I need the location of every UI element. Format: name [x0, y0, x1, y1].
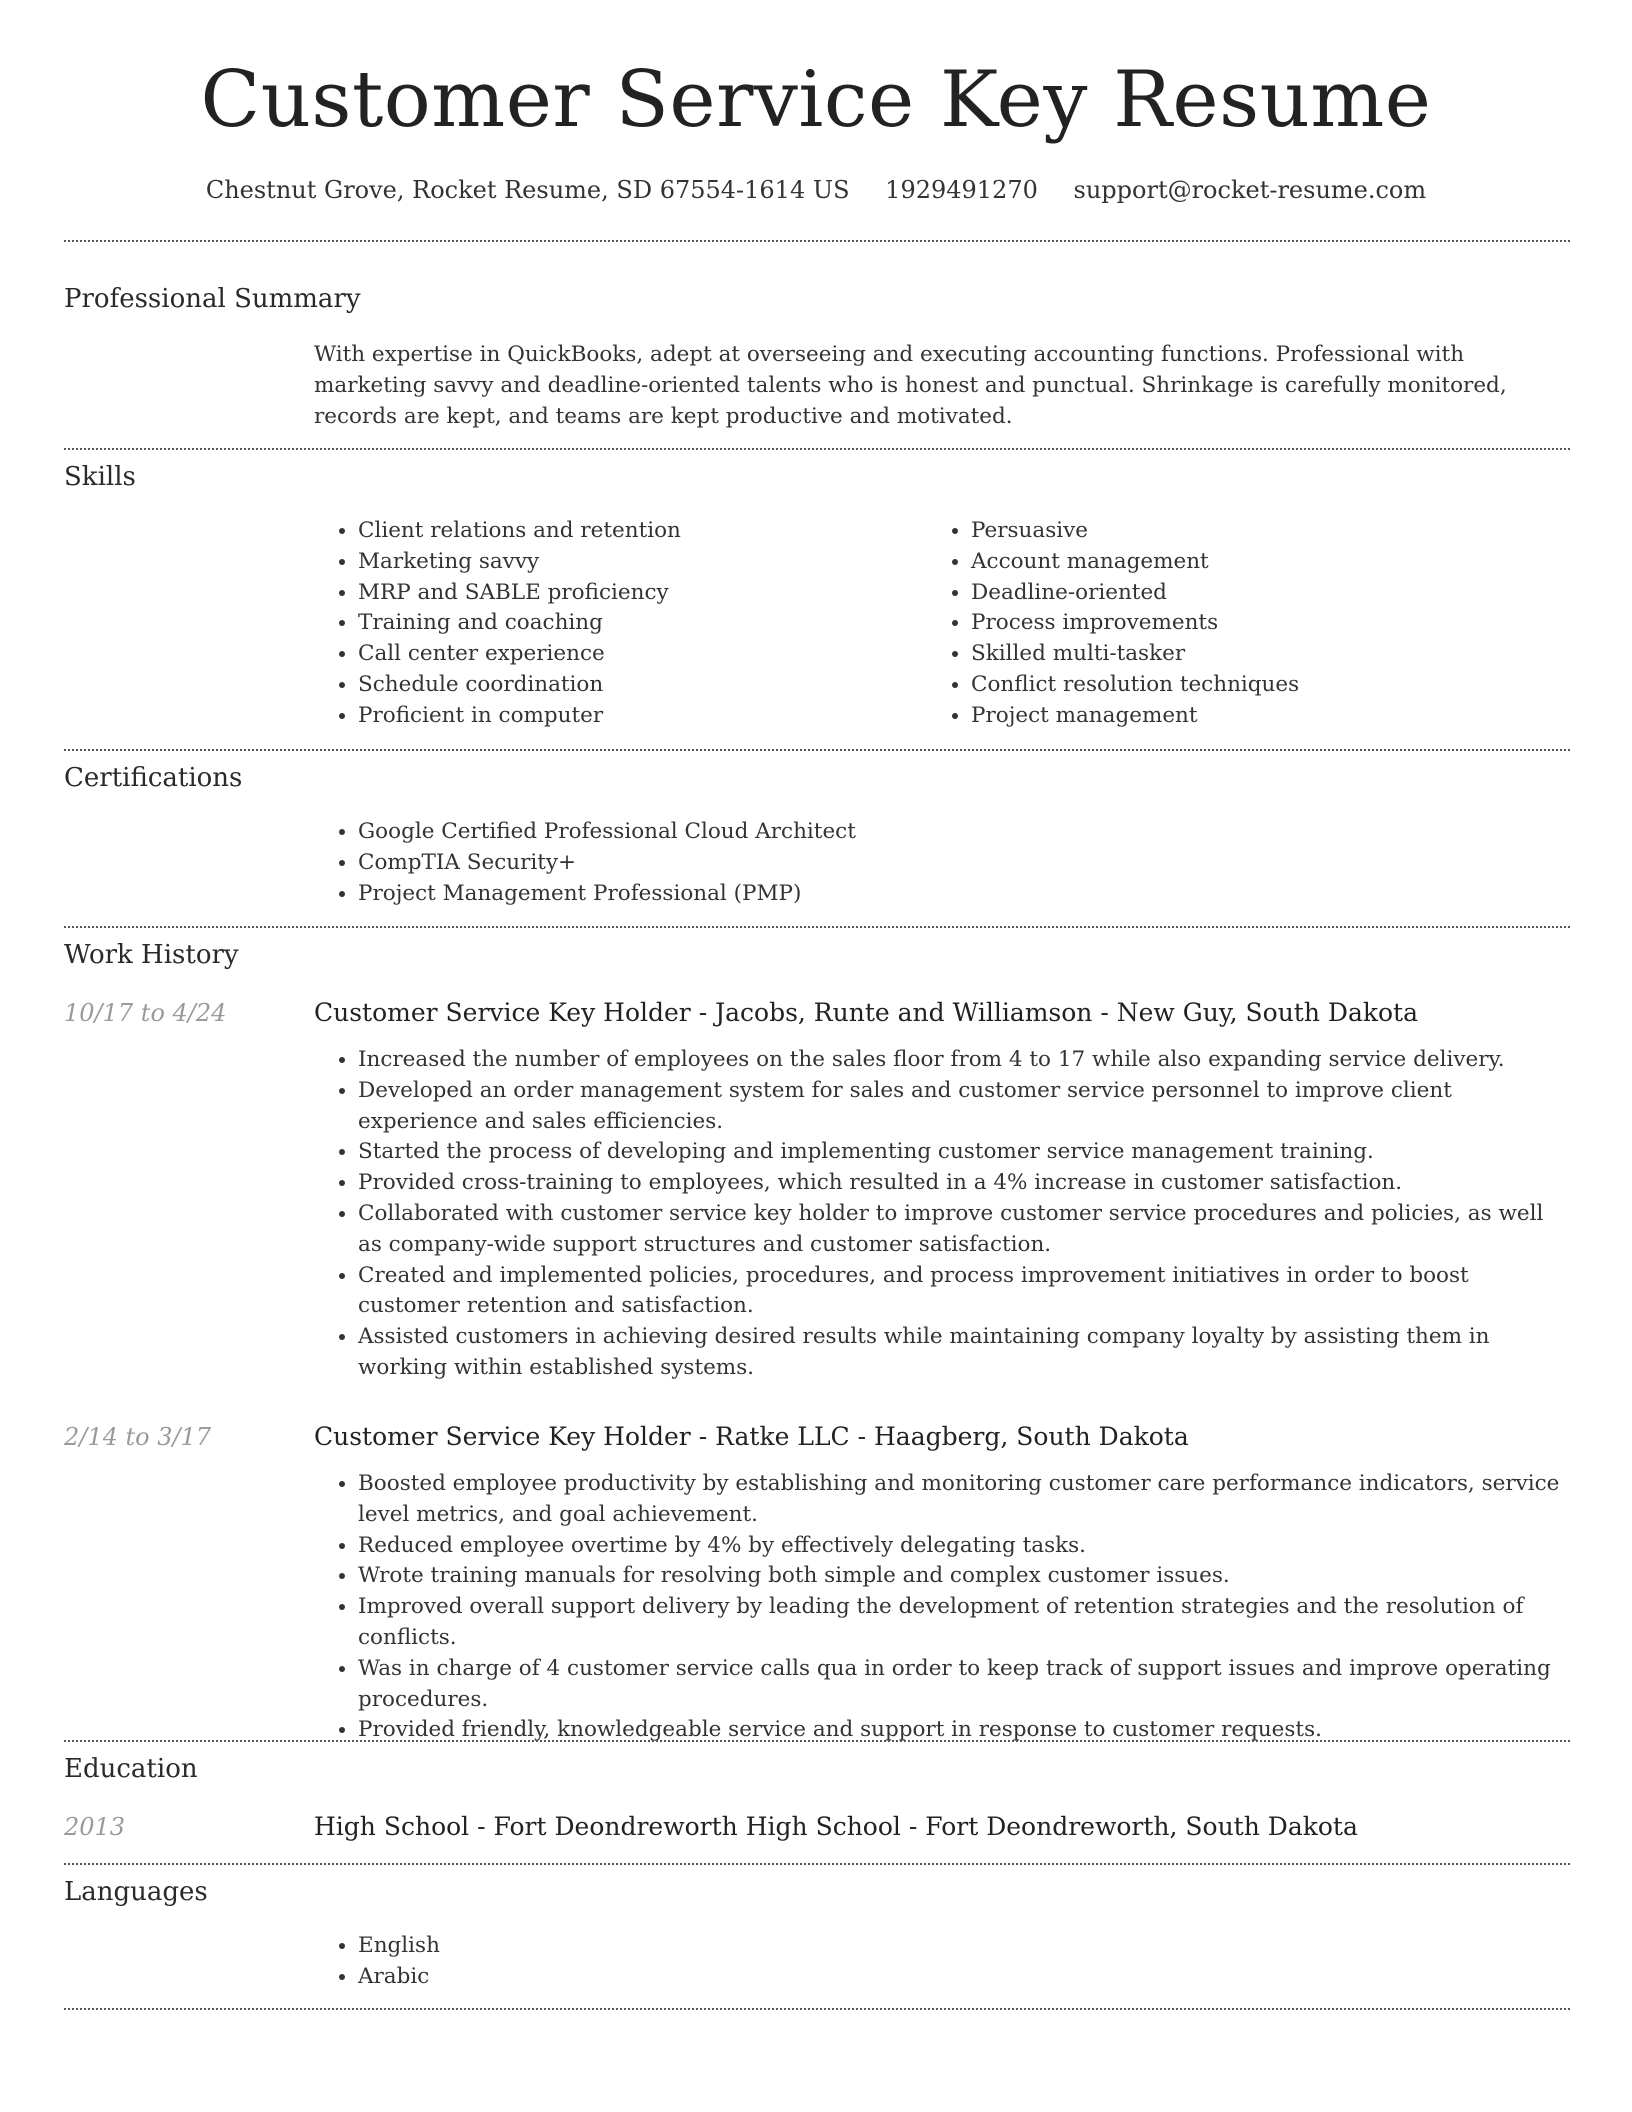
contact-address: Chestnut Grove, Rocket Resume, SD 67554-1614 US [205, 176, 850, 204]
list-item: • MRP and SABLE proficiency [358, 578, 918, 609]
divider [64, 1740, 1570, 1742]
section-heading-work-history: Work History [64, 940, 239, 970]
list-item: • Call center experience [358, 639, 918, 670]
skills-list-right [927, 516, 1571, 732]
list-item: • English [358, 1931, 958, 1962]
list-item: • Persuasive [971, 516, 1571, 547]
contact-email[interactable]: support@rocket-resume.com [1073, 176, 1427, 204]
list-item: • Provided friendly, knowledgeable service and support in response to customer requests. [358, 1715, 1570, 1746]
list-item: • Deadline-oriented [971, 578, 1571, 609]
contact-phone: 1929491270 [885, 176, 1038, 204]
list-item: • Arabic [358, 1962, 958, 1993]
list-item: • Schedule coordination [358, 670, 918, 701]
list-item: • CompTIA Security+ [358, 848, 1558, 879]
list-item: • Client relations and retention [358, 516, 918, 547]
list-item: • Collaborated with customer service key holder to improve customer service procedures and policies, as well as company-wide support structures and customer satisfaction. [358, 1199, 1570, 1261]
list-item: • Created and implemented policies, procedures, and process improvement initiatives in order to boost customer retention and satisfaction. [358, 1261, 1570, 1323]
job-title: Customer Service Key Holder - Ratke LLC - Haagberg, South Dakota [314, 1422, 1189, 1451]
list-item: • Proficient in computer [358, 701, 918, 732]
job-bullets [314, 1469, 1570, 1746]
contact-line [0, 170, 1632, 210]
job-dates: 10/17 to 4/24 [64, 999, 227, 1027]
list-item: • Developed an order management system for sales and customer service personnel to improve client experience and sales efficiencies. [358, 1076, 1570, 1138]
education-entry: High School - Fort Deondreworth High School - Fort Deondreworth, South Dakota [314, 1812, 1358, 1841]
section-heading-education: Education [64, 1754, 198, 1784]
job-bullets [314, 1045, 1570, 1384]
divider [64, 749, 1570, 751]
list-item: • Improved overall support delivery by leading the development of retention strategies and the resolution of conflicts. [358, 1592, 1570, 1654]
summary-text: With expertise in QuickBooks, adept at overseeing and executing accounting functions. Professional with marketing savvy and deadline-oriented talents who is honest and punctual. Shrinkage is carefully monitored, records are kept, and teams are kept productive and motivated. [314, 342, 1507, 429]
list-item: • Assisted customers in achieving desired results while maintaining company loyalty by assisting them in working within established systems. [358, 1322, 1570, 1384]
section-heading-certifications: Certifications [64, 763, 243, 793]
list-item: • Wrote training manuals for resolving both simple and complex customer issues. [358, 1561, 1570, 1592]
job-title: Customer Service Key Holder - Jacobs, Runte and Williamson - New Guy, South Dakota [314, 998, 1419, 1027]
certifications-list [314, 817, 1558, 909]
list-item: • Increased the number of employees on the sales floor from 4 to 17 while also expanding service delivery. [358, 1045, 1570, 1076]
list-item: • Project Management Professional (PMP) [358, 879, 1558, 910]
job-dates: 2/14 to 3/17 [64, 1423, 212, 1451]
list-item: • Boosted employee productivity by establishing and monitoring customer care performance indicators, service level metrics, and goal achievement. [358, 1469, 1570, 1531]
divider [64, 1863, 1570, 1865]
list-item: • Project management [971, 701, 1571, 732]
list-item: • Skilled multi-tasker [971, 639, 1571, 670]
divider [64, 240, 1570, 242]
list-item: • Started the process of developing and implementing customer service management training. [358, 1137, 1570, 1168]
section-heading-skills: Skills [64, 462, 136, 492]
divider [64, 2008, 1570, 2010]
resume-title: Customer Service Key Resume [200, 55, 1432, 145]
languages-list [314, 1931, 958, 1993]
list-item: • Provided cross-training to employees, which resulted in a 4% increase in customer satisfaction. [358, 1168, 1570, 1199]
divider [64, 448, 1570, 450]
section-heading-languages: Languages [64, 1877, 208, 1907]
list-item: • Account management [971, 547, 1571, 578]
section-heading-summary: Professional Summary [64, 284, 361, 314]
list-item: • Google Certified Professional Cloud Architect [358, 817, 1558, 848]
divider [64, 926, 1570, 928]
list-item: • Conflict resolution techniques [971, 670, 1571, 701]
list-item: • Process improvements [971, 608, 1571, 639]
list-item: • Training and coaching [358, 608, 918, 639]
list-item: • Reduced employee overtime by 4% by effectively delegating tasks. [358, 1531, 1570, 1562]
list-item: • Marketing savvy [358, 547, 918, 578]
skills-list-left [314, 516, 918, 732]
list-item: • Was in charge of 4 customer service calls qua in order to keep track of support issues and improve operating procedures. [358, 1654, 1570, 1716]
education-year: 2013 [64, 1813, 126, 1841]
